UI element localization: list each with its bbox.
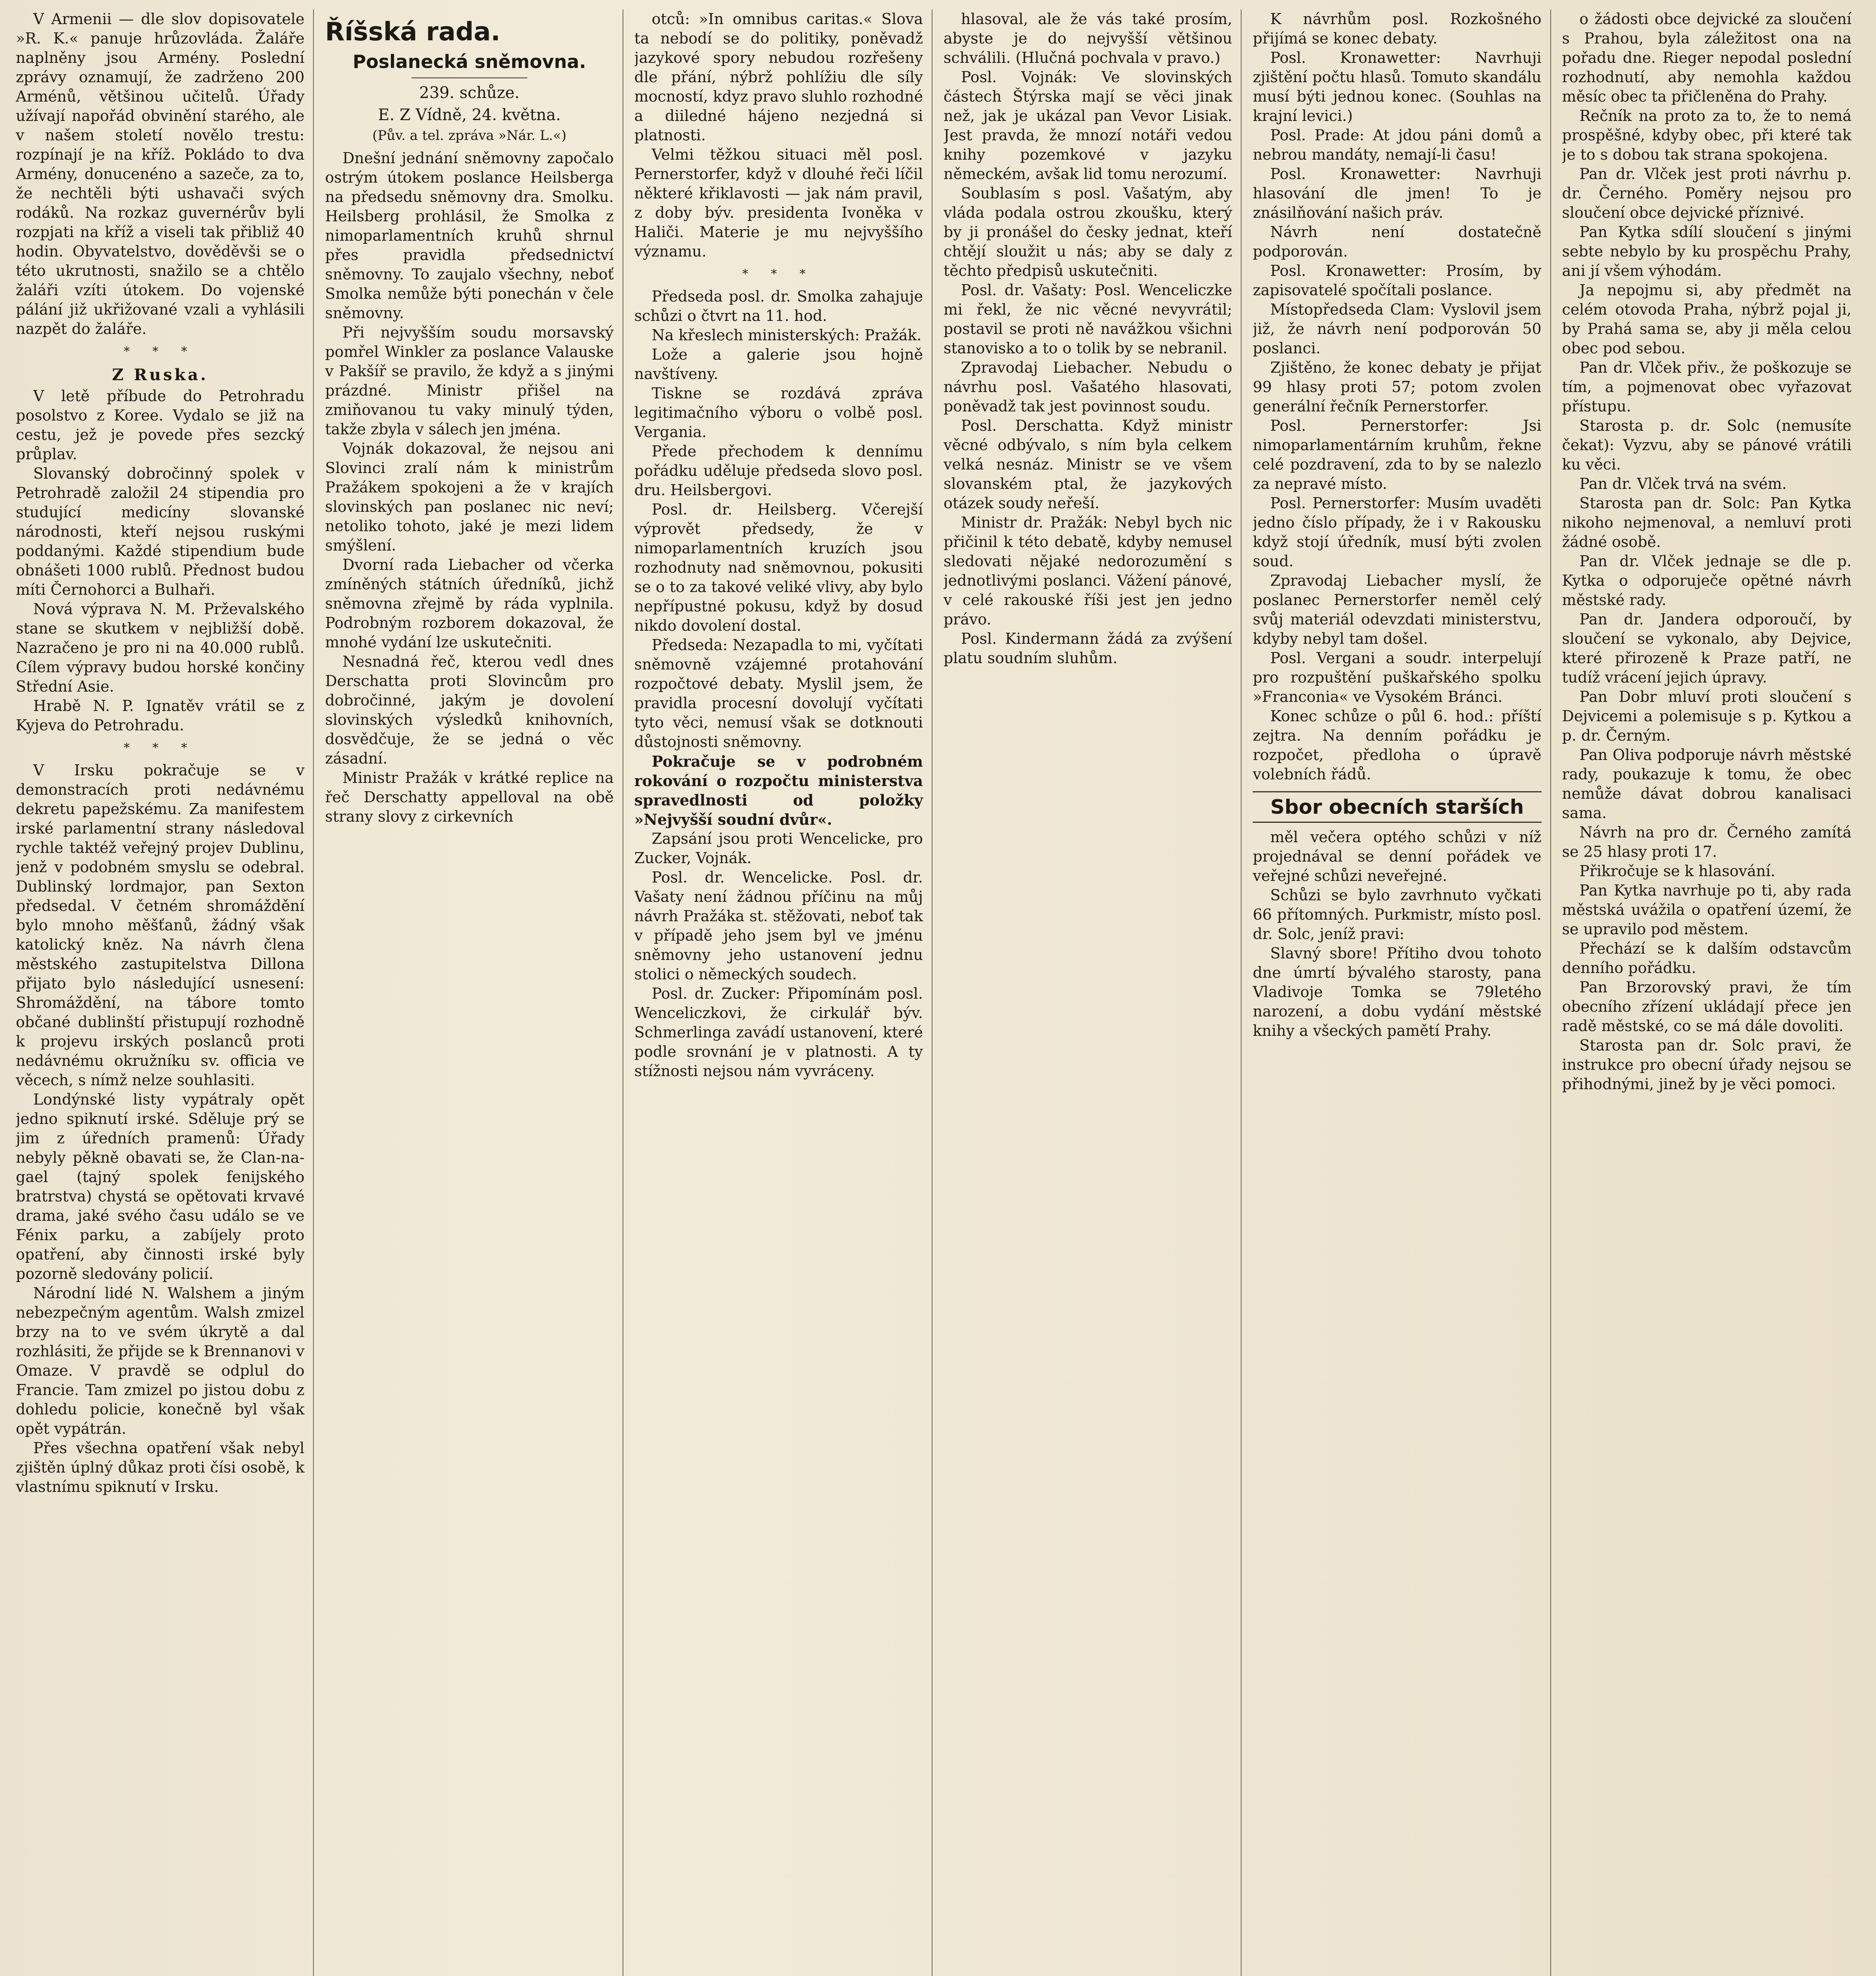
derschatta-speech-paragraph: Posl. Derschatta. Když ministr věcné odbývalo, s ním byla celkem velká nesnáz. Ministr se ve všem slovanském ptal, že jazykových otázek soudy neřeší. — [943, 417, 1232, 512]
section-subtitle-poslanecka: Poslanecká sněmovna. — [353, 51, 586, 72]
heilsberg-paragraph: Posl. dr. Heilsberg. Včerejší výprovět předsedy, že v nimoparlamentních kruzích jsou rozhodnuty nad sněmovnou, pokusiti se o to za takové veliké vlivy, aby bylo nepřípustné pokusu, když by dosud nikdo dovolení dostal. — [634, 501, 923, 634]
liebacher-report-paragraph: Zpravodaj Liebacher. Nebudu o návrhu posl. Vašatého hlasovati, poněvadž tak jest povinnost soudu. — [943, 359, 1232, 415]
agenda-paragraph: Přede přechodem k dennímu pořádku udělujе předseda slovo posl. dru. Heilsbergovi. — [634, 443, 923, 499]
vlcek-insist-paragraph: Pan dr. Vlček trvá na svém. — [1579, 475, 1787, 492]
zucker-paragraph: Posl. dr. Zucker: Připomínám posl. Wenceliczkovi, že cirkulář býv. Schmerlinga zavádí ustanovení, které podle srovnání je v platnosti. A ty stížnosti nejsou nám vyvráceny. — [634, 985, 923, 1080]
kindermann-paragraph: Posl. Kindermann žádá za zvýšení platu soudním sluhům. — [943, 630, 1232, 667]
voting-paragraph: Přikročuje se k hlasování. — [1579, 862, 1776, 880]
agreement-paragraph: Soublasím s posl. Vašatým, aby vláda podala ostrou zkoušku, který by ji pronášel do česky jednat, kteří chtějí sloužit u nás; aby se daly z těchto předpisů uskutečniti. — [943, 185, 1232, 279]
oliva-paragraph: Pan Oliva podporuje návrh městské rady, poukazuje k tomu, že obec nemůže dávat dobrou kanalisaci sama. — [1562, 746, 1851, 822]
session-report-paragraph: Dnešní jednání sněmovny započalo ostrým útokem poslance Heilsberga na předsedu sněmovny dra. Smolku. Heilsberg prohlásil, že Smolka z nimoparlamentních kruhů shrnul přes pravidla předsednictví sněmovny. To zaujalo všechny, neboť Smolka nemůže býti ponechán v čele sněmovny. — [325, 149, 614, 322]
przhevalsky-paragraph: Nová výprava N. M. Prževalského stane se skutkem v nejbližší době. Nazračeno je pro ni na 40.000 rublů. Cílem výpravy budou horské končiny Střední Asie. — [16, 600, 305, 695]
vlcek-paragraph: Pan dr. Vlček jest proti návrhu p. dr. Černého. Poměry nejsou pro sloučení obce dejvické příznivé. — [1562, 165, 1851, 221]
armenia-article: V Armenii — dle slov dopisovatele »R. K.« panuje hrůzovláda. Žaláře naplněny jsou Armény. Poslední zprávy oznamují, že zadrženo 200 Arménů, většinou učitelů. Úřady užívají napořád obvinění starého, ale v našem století novělo trestu: rozpínají je na kříž. Pokládo to dva Armény, donucenéno a sazeče, za to, že nechtěli býti ushavači svých rodáků. Na rozkaz guvernérův byli rozpjati na kříž a viseli tak přibliž 40 hodin. Obyvatelstvo, dověděvši se o této ukrutnosti, snažilo se a chtělo žaláři vzíti útokem. Do vojenské pálání již ukřižované vzali a vyhlásili nazpět do žaláře. — [16, 10, 305, 338]
vote-result-paragraph: Zjištěno, že konec debaty je přijat 99 hlasy proti 57; potom zvolen generální řečník Pernerstorfer. — [1253, 359, 1542, 415]
kytka-paragraph: Pan Kytka sdílí sloučení s jinými sebte nebylo by ku prospěchu Prahy, ani jí všem výhodám. — [1562, 223, 1851, 279]
speakers-list-paragraph: Zapsání jsou proti Wencelicke, pro Zucker, Vojnák. — [634, 830, 923, 867]
slavic-charity-paragraph: Slovanský dobročinný spolek v Petrohradě založil 24 stipendia pro studující medicíny slovanské národnosti, kteří nejsou ruskými poddanými. Každé stipendium bude obnášeti 1000 rublů. Přednost budou míti Černohorci a Bulhaři. — [16, 465, 305, 598]
ireland-closing-paragraph: Přes všechna opatření však nebyl zjištěn úplný důkaz proti čísi osobě, k vlastnímu spiknutí v Irsku. — [16, 1439, 305, 1495]
budget-debate-paragraph: Pokračuje se v podrobném rokování o rozpočtu ministerstva spravedlnosti od položky »Nejvyšší soudní dvůr«. — [634, 752, 923, 828]
walsh-paragraph: Národní lidé N. Walshem a jiným nebezpečným agentům. Walsh zmizel brzy na to ve svém úkrytě a dal rozhlásiti, že přijde se k Brennanovi v Omaze. V pravdě se odplul do Francie. Tam zmizel po jistou dobu z dohledu policie, konečně byl však opět vypátrán. — [16, 1284, 305, 1437]
continuation-paragraph: hlasoval, ale že vás také prosím, abyste je do nejvyšší většinou schválili. (Hlučná pochvala v pravo.) — [943, 10, 1232, 66]
vergani-paragraph: Posl. Vergani a soudr. interpelují pro rozpuštění puškařského spolku »Franconia« ve Vysokém Bránci. — [1253, 649, 1542, 705]
london-conspiracy-paragraph: Londýnské listy vypátraly opět jedno spiknutí irské. Sděluje prý se jim z úředních pramenů: Úřady nebyly pěkně obavati se, že Clan-na-gael (tajný spolek fenijského bratrstva) chystá se opětovati krvavé drama, jaké svého času událo se ve Fénix parku, a zabíjely proto opatření, aby činnosti irské byly pozorně sledovány policií. — [16, 1091, 305, 1282]
pernerstorfer-numbers-paragraph: Posl. Pernerstorfer: Musím uvaděti jedno číslo případy, že i v Rakousku když stojí úředník, musí býti zvolen soud. — [1253, 494, 1542, 570]
column-3 — [634, 9, 932, 1976]
kronawetter-count-paragraph: Posl. Kronawetter: Prosím, by zapisovatelé spočítali poslance. — [1253, 262, 1542, 299]
vlcek-motion-paragraph: Pan dr. Vlček jednaje se dle p. Kytka o odporuječe opětné návrh městské rady. — [1562, 552, 1851, 609]
kronawetter-vote-paragraph: Posl. Kronawetter: Navrhuji hlasování dle jmen! To je znásilňování našich práv. — [1253, 165, 1542, 221]
report-paragraph: Tiskne se rozdává zpráva legitimačního výboru o volbě posl. Vergania. — [634, 385, 923, 441]
prazak-paragraph: Ministr Pražák v krátké replice na řeč Derschatty appelloval na obě strany slovy z cirkevních — [325, 769, 614, 825]
court-paragraph: Při nejvyšším soudu morsavský pomřel Winkler za poslance Valauske v Pakšíř se pravilo, že když a s jinými prázdné. Ministr přišel na zmiňovanou tu vaky minulý týden, takže zbyla v sálech jen jména. — [325, 324, 614, 438]
vojnak-paragraph: Vojnák dokazoval, že nejsou ani Slovinci zralí nám k ministrům Pražákem spokojeni a že v krajích slovinských pan poslanec nic neví; netoliko tohoto, jaké je mezi lidem smýšlení. — [325, 440, 614, 554]
solc-closing-paragraph: Starosta pan dr. Solc pravi, že instrukce pro obecní úřady nejsou se přihodnými, jinež by je věci pomoci. — [1562, 1037, 1851, 1093]
column-grid — [16, 9, 1860, 1976]
pernerstorfer-paragraph: Velmi těžkou situaci měl posl. Pernerstorfer, když v dlouhé řeči líčil některé křiklavosti — jak nám pravil, z doby býv. presidenta Ivoněka v Haliči. Materie je mu nejvyššího významu. — [634, 146, 923, 260]
clam-paragraph: Místopředseda Clam: Vyslovil jsem již, že návrh není podporován 50 poslanci. — [1253, 301, 1542, 357]
column-5 — [1253, 9, 1551, 1976]
dobr-paragraph: Pan Dobr mluví proti sloučení s Dejvicemi a polemisuje s p. Kytkou a p. dr. Černým. — [1562, 688, 1851, 744]
derschatta-paragraph: Nesnadná řeč, kterou vedl dnes Derschatta proti Slovincům pro dobročinné, jakým je dovolení slovinských výsledků knihovních, dosvědčuje, že se jedná o věc zásadní. — [325, 653, 614, 767]
brzorovsky-paragraph: Pan Brzorovský pravi, že tím obecního zřízení ukládají přece jen radě městské, co se má dále dovoliti. — [1562, 979, 1851, 1035]
ireland-paragraph: V Irsku pokračuje se v demonstracích proti nedávnému dekretu papežskému. Za manifestem irské parlamentní strany následoval rychle taktéž veřejný projev Dublinu, jenž v podobném smyslu se odebral. Dublinský lordmajor, pan Sexton předsedal. V četném shromáždění bylo mnoho měšťanů, žádný však katolický kněz. Na návrh člena městského zastupitelstva Dillona přijato bylo následující usnesení: Shromáždění, na tábore tomto občané dublinští přistupují rozhodně k projevu irských poslanců proti nedávnému okružníku sv. officia ve věcech, s nímž nelze souhlasiti. — [16, 762, 305, 1089]
continuation-paragraph: otců: »In omnibus caritas.« Slova ta nebodí se do politiky, poněvadž jazykové spory nebudou rozřešeny dle přání, nýbrž pohlížiu dle síly mocností, kdyz pravo sluhlo rozhodné a diiledné hájeno nezjedná si platnosti. — [634, 10, 923, 144]
dateline: E. Z Vídně, 24. května. — [378, 106, 561, 124]
pernerstorfer-speech-paragraph: Posl. Pernerstorfer: Jsi nimoparlamentárním kruhům, řekne celé pozdravení, zda to by se nalezlo za nepravé místo. — [1253, 417, 1542, 492]
liebacher-reply-paragraph: Zpravodaj Liebacher myslí, že poslanec Pernerstorfer neměl celý svůj materiál odevzdati ministerstvu, kdyby nebyl tam došel. — [1253, 572, 1542, 647]
liebacher-paragraph: Dvorní rada Liebacher od včerka zmíněných státních úředníků, jichž sněmovna zřejmě by ráda vyplnila. Podrobným rozborem dokazoval, že mnohé vydání lze uskutečniti. — [325, 556, 614, 651]
section-heading-russia: Z Ruska. — [112, 366, 208, 384]
vote-paragraph: Návrh na pro dr. Černého zamítá se 25 hlasy proti 17. — [1562, 824, 1851, 860]
debate-close-paragraph: K návrhům posl. Rozkošného přijímá se konec debaty. — [1253, 10, 1542, 47]
kronawetter-paragraph: Posl. Kronawetter: Navrhuji zjištění počtu hlasů. Tomuto skandálu musí býti jednou konec. (Souhlas na krajní levici.) — [1253, 49, 1542, 124]
prade-paragraph: Posl. Prade: At jdou páni domů a nebrou mandáty, nemají-li času! — [1253, 126, 1542, 163]
column-1 — [16, 9, 314, 1976]
korea-embassy-paragraph: V letě příbude do Petrohradu posolstvo z Koree. Vydalo se již na cestu, jež je povede přes sezcký průplav. — [16, 387, 305, 463]
motion-paragraph: Návrh není dostatečně podporován. — [1253, 223, 1542, 260]
next-item-paragraph: Přechází se k dalším odstavcům denního pořádku. — [1562, 940, 1851, 977]
source-note: (Pův. a tel. zpráva »Nár. L.«) — [372, 128, 567, 143]
section-title-risska-rada: Říšská rada. — [325, 17, 500, 47]
jandera-paragraph: Pan dr. Jandera odporoučí, by sloučení se vykonalo, aby Dejvice, které přirozeně k Praze patří, ne tudíž vrácení jejich úpravy. — [1562, 611, 1851, 686]
sbor-intro-paragraph: měl večera optého schůzi v níž projednával se denní pořádek ve veřejné schůzi neveřejné. — [1253, 828, 1542, 884]
chairman-reply-paragraph: Předseda: Nezapadla to mi, vyčítati sněmovně vzájemné protahování rozpočtové debaty. Myslil jsem, že pravidla procesní dovolují vyčítati tyto věci, nemusí však se dotknouti důstojnosti sněmovny. — [634, 636, 923, 750]
separator: * * * — [742, 267, 815, 281]
kytka-proposal-paragraph: Pan Kytka navrhuje po ti, aby rada městská uvážila o opatření území, že se upravilo pod městem. — [1562, 882, 1851, 938]
divider — [411, 77, 527, 78]
vojnak-speech-paragraph: Posl. Vojnák: Ve slovinských částech Štýrska mají se věci jinak než, jak je ukázal pan Vevor Lisiak. Jest pravda, že mnozí notáři vedou knihy pozemkové v jazyku německém, avšak lid tomu nerozumí. — [943, 68, 1232, 183]
wencelicke-paragraph: Posl. dr. Wencelicke. Posl. dr. Vašaty není žádnou příčinu na můj návrh Pražáka st. stěžovati, neboť tak v případě jeho jsem byl ve jménu sněmovny jeho ustanovení jednu stolici o německých soudech. — [634, 869, 923, 983]
vasaty-paragraph: Posl. dr. Vašaty: Posl. Wenceliczke mi řekl, že nic věcné nevyvrátil; postavil se proti ně navážkou všichni stanovisko a to o tolik by se nebranil. — [943, 281, 1232, 357]
ministers-paragraph: Na křeslech ministerských: Pražák. — [651, 326, 922, 344]
sbor-mayor-paragraph: Schůzi se bylo zavrhnuto vyčkati 66 přítomných. Purkmistr, místo posl. dr. Solc, jeníž pravi: — [1253, 886, 1542, 943]
opening-paragraph: Předseda posl. dr. Smolka zahajuje schůzi o čtvrt na 11. hod. — [634, 288, 923, 324]
solc-kytka-paragraph: Starosta pan dr. Solc: Pan Kytka nikoho nejmenoval, a nemluví proti žádné osobě. — [1562, 494, 1851, 551]
column-6 — [1562, 9, 1860, 1976]
sbor-tomek-paragraph: Slavný sbore! Přítiho dvou tohoto dne úmrtí bývalého starosty, pana Vladivoje Tomka se 79letého narození, a dobu vydání městské knihy a všeckých pamětí Prahy. — [1253, 945, 1542, 1039]
column-4 — [944, 9, 1242, 1976]
speaker-paragraph: Rečník na proto za to, že to nemá prospěšné, kdyby obec, při které tak je to s dobou tak strana spokojena. — [1562, 107, 1851, 163]
vlcek-reply-paragraph: Pan dr. Vlček přiv., že poškozuje se tím, a pojmenovat obec vyřazovat přístupu. — [1562, 359, 1851, 415]
session-number: 239. schůze. — [419, 84, 520, 102]
section-heading-sbor: Sbor obecních starších — [1253, 791, 1541, 823]
adjourn-paragraph: Konec schůze o půl 6. hod.: příští zejtra. Na denním pořádku je rozpočet, předloha o úpravě volebních řádů. — [1253, 707, 1542, 783]
separator: * * * — [124, 345, 197, 358]
galleries-paragraph: Lože a galerie jsou hojně navštíveny. — [634, 346, 923, 383]
dejvice-paragraph: o žádosti obce dejvické za sloučení s Prahou, byla záležitost ona na pořadu dne. Rieger nepodal poslední rozhodnutí, aby nemohla každou měsíc obec ta přičleněna do Prahy. — [1562, 10, 1851, 105]
prague-paragraph: Ja nepojmu si, aby předmět na celém otovoda Praha, nýbrž pojal ji, by Prahá sama se, aby ji měla celou obec pod sebou. — [1562, 281, 1851, 357]
minister-prazak-paragraph: Ministr dr. Pražák: Nebyl bych nic přičinil k této debatě, kdyby nemusel sledovati nějaké nedorozumění s jednotlivými poslanci. Vážení pánové, v celé rakouské říši jest jen jedno právo. — [943, 514, 1232, 628]
column-2 — [325, 9, 623, 1976]
separator: * * * — [124, 741, 197, 755]
solc-paragraph: Starosta p. dr. Solc (nemusíte čekat): Vyzvu, aby se pánové vrátili ku věci. — [1562, 417, 1851, 473]
ignatiev-paragraph: Hrabě N. P. Ignatěv vrátil se z Kyjeva do Petrohradu. — [16, 697, 305, 734]
